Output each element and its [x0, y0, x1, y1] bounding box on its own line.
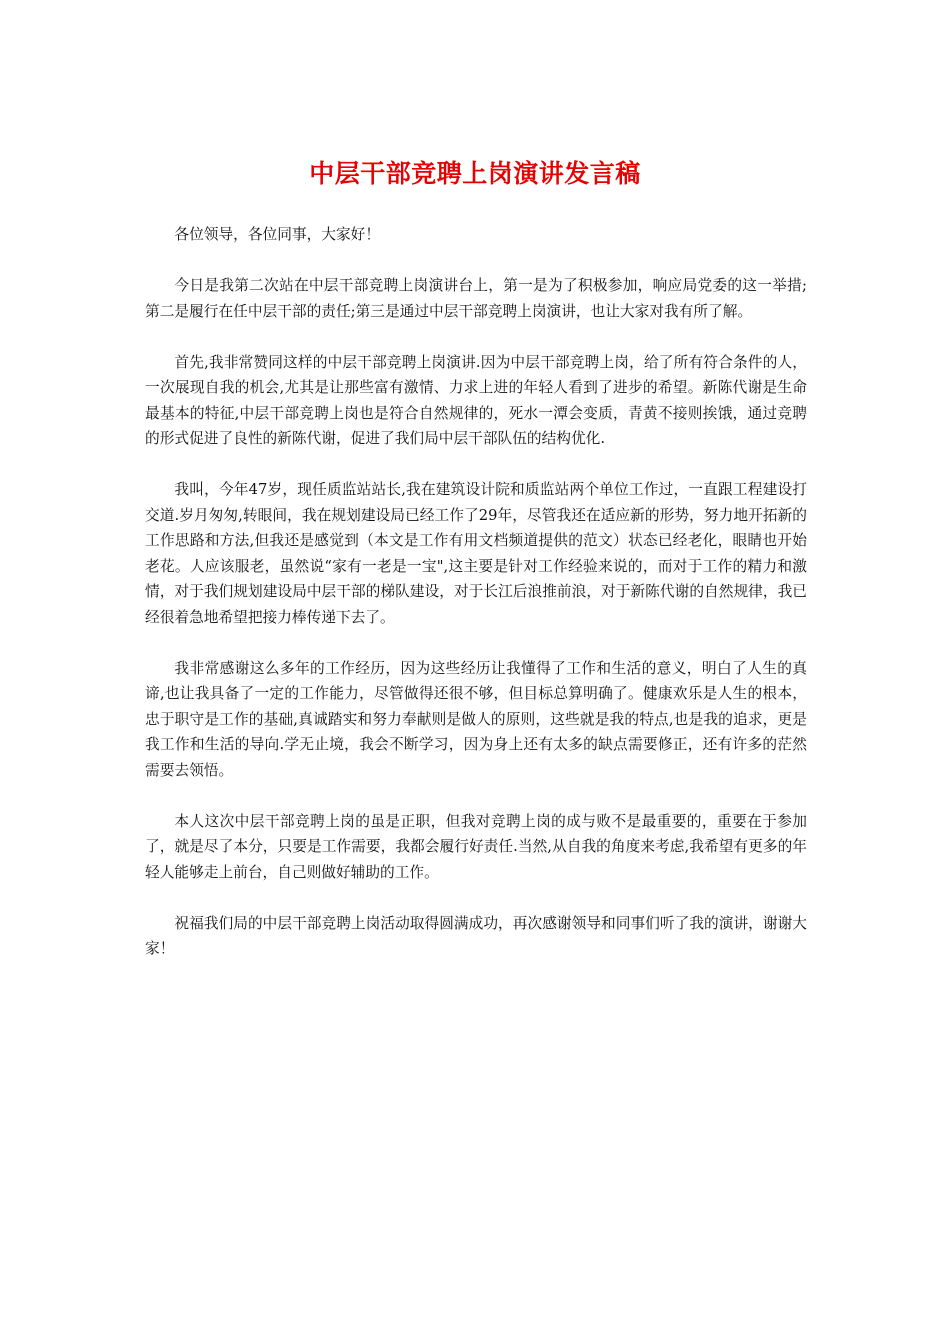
document-title: 中层干部竞聘上岗演讲发言稿	[309, 159, 641, 188]
document-body	[145, 222, 807, 987]
paragraph-1: 今日是我第二次站在中层干部竞聘上岗演讲台上，第一是为了积极参加，响应局党委的这一举措;第二是履行在任中层干部的责任;第三是通过中层干部竞聘上岗演讲，也让大家对我有所了解。	[145, 277, 807, 320]
paragraph-4: 我非常感谢这么多年的工作经历，因为这些经历让我懂得了工作和生活的意义，明白了人生的真谛,也让我具备了一定的工作能力，尽管做得还很不够，但目标总算明确了。健康欢乐是人生的根本，忠于职守是工作的基础,真诚踏实和努力奉献则是做人的原则，这些就是我的特点,也是我的追求，更是我工作和生活的导向.学无止境，我会不断学习，因为身上还有太多的缺点需要修正，还有许多的茫然需要去领悟。	[145, 659, 807, 779]
paragraph-2: 首先,我非常赞同这样的中层干部竞聘上岗演讲.因为中层干部竞聘上岗，给了所有符合条件的人，一次展现自我的机会,尤其是让那些富有激情、力求上进的年轻人看到了进步的希望。新陈代谢是生命最基本的特征,中层干部竞聘上岗也是符合自然规律的，死水一潭会变质，青黄不接则挨饿，通过竞聘的形式促进了良性的新陈代谢，促进了我们局中层干部队伍的结构优化.	[145, 353, 807, 447]
paragraph-5: 本人这次中层干部竞聘上岗的虽是正职，但我对竞聘上岗的成与败不是最重要的，重要在于参加了，就是尽了本分，只要是工作需要，我都会履行好责任.当然,从自我的角度来考虑,我希望有更多的年轻人能够走上前台，自己则做好辅助的工作。	[145, 812, 807, 881]
paragraph-3: 我叫，今年47岁，现任质监站站长,我在建筑设计院和质监站两个单位工作过，一直跟工程建设打交道.岁月匆匆,转眼间，我在规划建设局已经工作了29年，尽管我还在适应新的形势，努力地开拓新的工作思路和方法,但我还是感觉到（本文是工作有用文档频道提供的范文）状态已经老化，眼睛也开始老花。人应该服老，虽然说“家有一老是一宝",这主要是针对工作经验来说的，而对于工作的精力和激情，对于我们规划建设局中层干部的梯队建设，对于长江后浪推前浪，对于新陈代谢的自然规律，我已经很着急地希望把接力棒传递下去了。	[145, 481, 807, 626]
paragraph-greeting: 各位领导，各位同事，大家好！	[174, 226, 381, 243]
paragraph-closing: 祝福我们局的中层干部竞聘上岗活动取得圆满成功，再次感谢领导和同事们听了我的演讲，谢谢大家！	[145, 914, 807, 957]
